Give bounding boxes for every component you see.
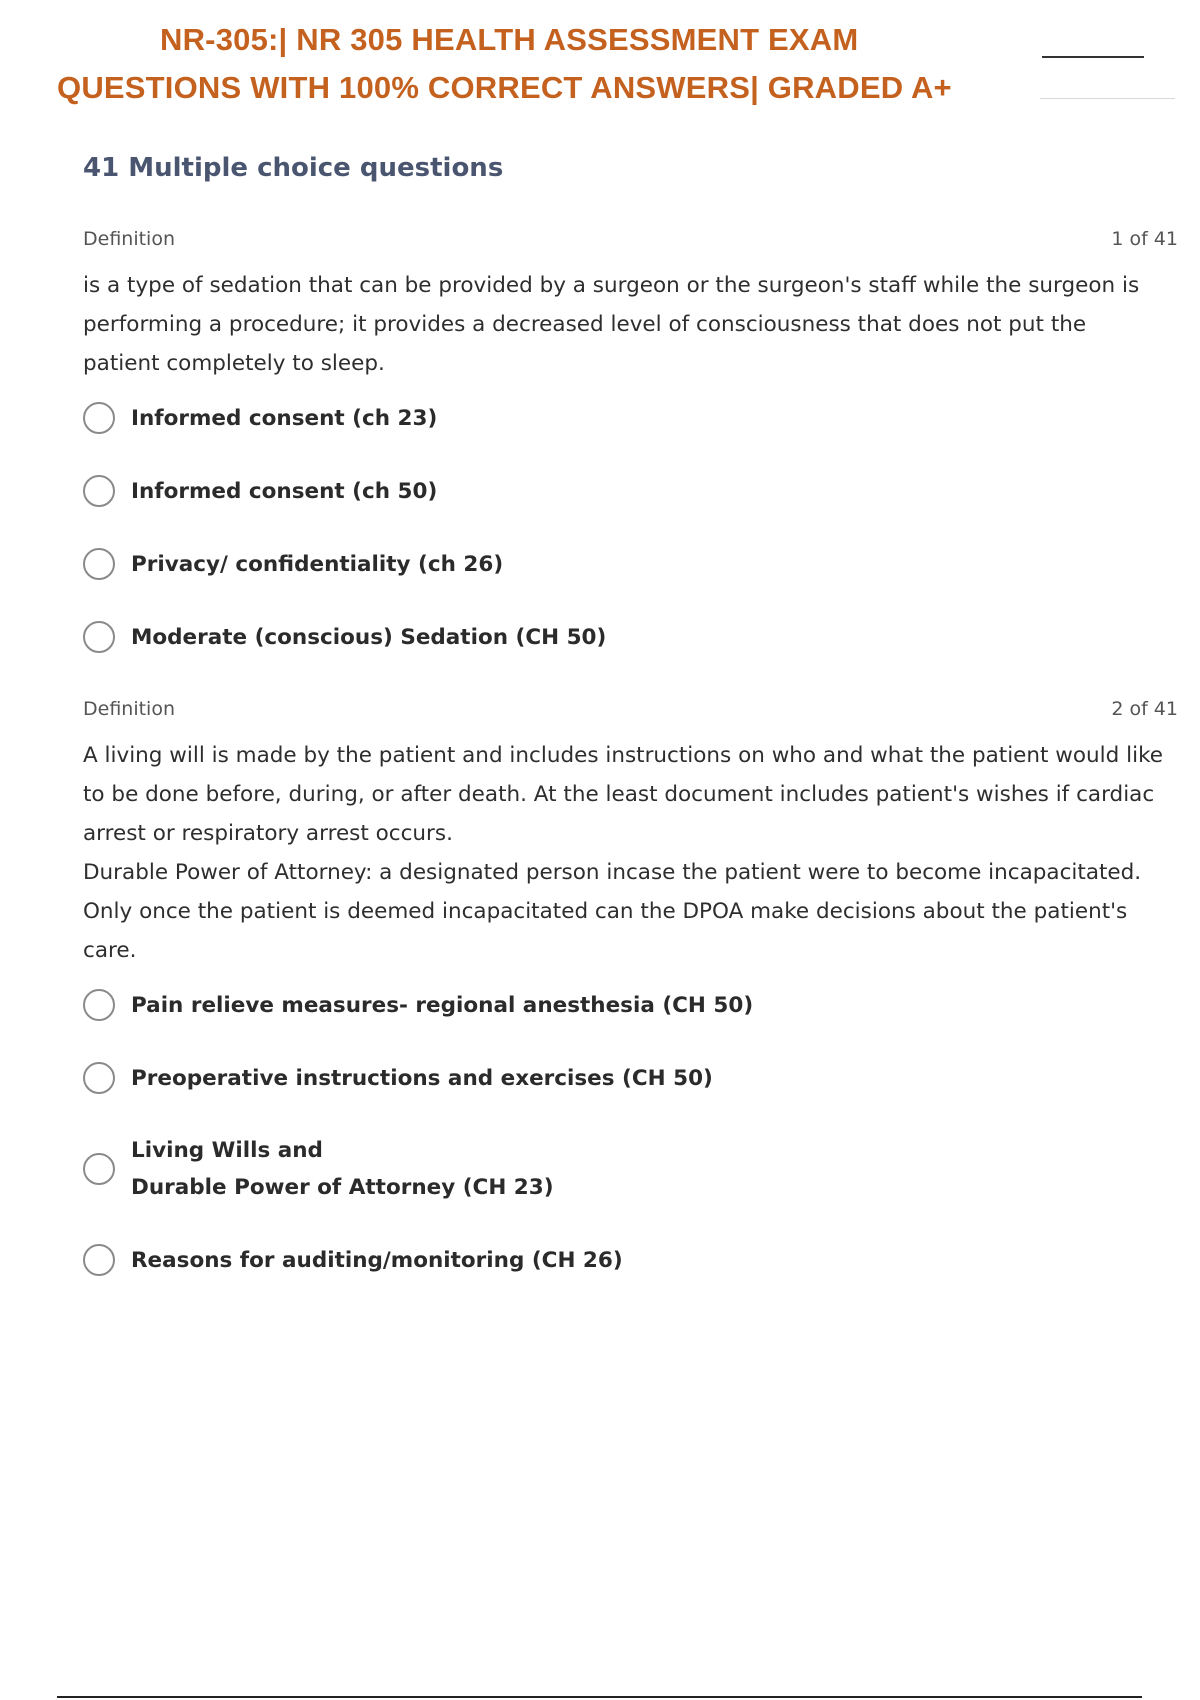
question-paragraph: Durable Power of Attorney: a designated person incase the patient were to become incapacitated. Only once the patient is deemed incapacitated can the DPOA make decisions about the patient's care. — [83, 860, 1142, 963]
question-paragraph: is a type of sedation that can be provided by a surgeon or the surgeon's staff while the surgeon is performing a procedure; it provides a decreased level of consciousness that does not put the patient completely to sleep. — [83, 273, 1140, 376]
answer-option-text: Privacy/ confidentiality (ch 26) — [131, 551, 504, 577]
answer-option[interactable] — [83, 986, 1178, 1024]
answer-option[interactable] — [83, 618, 1178, 656]
answer-option[interactable] — [83, 472, 1178, 510]
section-heading: 41 Multiple choice questions — [83, 153, 504, 183]
header-rule-light — [1040, 98, 1175, 99]
answer-option-label — [131, 473, 437, 510]
answer-option-label — [131, 987, 753, 1024]
answer-option[interactable] — [83, 545, 1178, 583]
answer-option-text: Informed consent (ch 50) — [131, 478, 438, 504]
footer-rule — [57, 1696, 1142, 1698]
radio-button[interactable] — [83, 1153, 115, 1185]
answer-option-text: Moderate (conscious) Sedation (CH 50) — [131, 624, 607, 650]
question-header — [83, 698, 1178, 722]
answer-option-text: Pain relieve measures- regional anesthesia (CH 50) — [131, 992, 754, 1018]
question-counter: 1 of 41 — [1111, 228, 1178, 250]
answer-option-label — [131, 400, 437, 437]
answer-option-label — [131, 1132, 554, 1206]
document-title-line-2: QUESTIONS WITH 100% CORRECT ANSWERS| GRADED A+ — [57, 70, 952, 105]
answer-option-text: Preoperative instructions and exercises (CH 50) — [131, 1065, 713, 1091]
question-card-1 — [83, 228, 1178, 691]
radio-button[interactable] — [83, 402, 115, 434]
answer-option-label — [131, 1242, 623, 1279]
question-prompt — [83, 736, 1163, 970]
question-prompt — [83, 266, 1163, 383]
question-counter: 2 of 41 — [1111, 698, 1178, 720]
question-type-label: Definition — [83, 228, 176, 250]
answer-options — [83, 986, 1178, 1279]
answer-option[interactable] — [83, 1241, 1178, 1279]
answer-options — [83, 399, 1178, 656]
radio-button[interactable] — [83, 548, 115, 580]
answer-option-text: Informed consent (ch 23) — [131, 405, 438, 431]
answer-option[interactable] — [83, 399, 1178, 437]
answer-option-text: Durable Power of Attorney (CH 23) — [131, 1175, 554, 1200]
answer-option-label — [131, 1060, 713, 1097]
answer-option-label — [131, 546, 503, 583]
header-rule — [1042, 56, 1144, 58]
answer-option-text: Reasons for auditing/monitoring (CH 26) — [131, 1247, 623, 1273]
answer-option-text: Living Wills and — [131, 1138, 323, 1163]
question-type-label: Definition — [83, 698, 176, 720]
radio-button[interactable] — [83, 989, 115, 1021]
radio-button[interactable] — [83, 1244, 115, 1276]
document-title-line-1: NR-305:| NR 305 HEALTH ASSESSMENT EXAM — [160, 22, 859, 57]
radio-button[interactable] — [83, 475, 115, 507]
answer-option[interactable] — [83, 1132, 1178, 1206]
radio-button[interactable] — [83, 1062, 115, 1094]
question-header — [83, 228, 1178, 252]
answer-option-label — [131, 619, 606, 656]
question-card-2 — [83, 698, 1178, 1314]
answer-option[interactable] — [83, 1059, 1178, 1097]
radio-button[interactable] — [83, 621, 115, 653]
question-paragraph: A living will is made by the patient and includes instructions on who and what the patient would like to be done before, during, or after death. At the least document includes patient's wishes if cardiac arrest or respiratory arrest occurs. — [83, 743, 1163, 846]
